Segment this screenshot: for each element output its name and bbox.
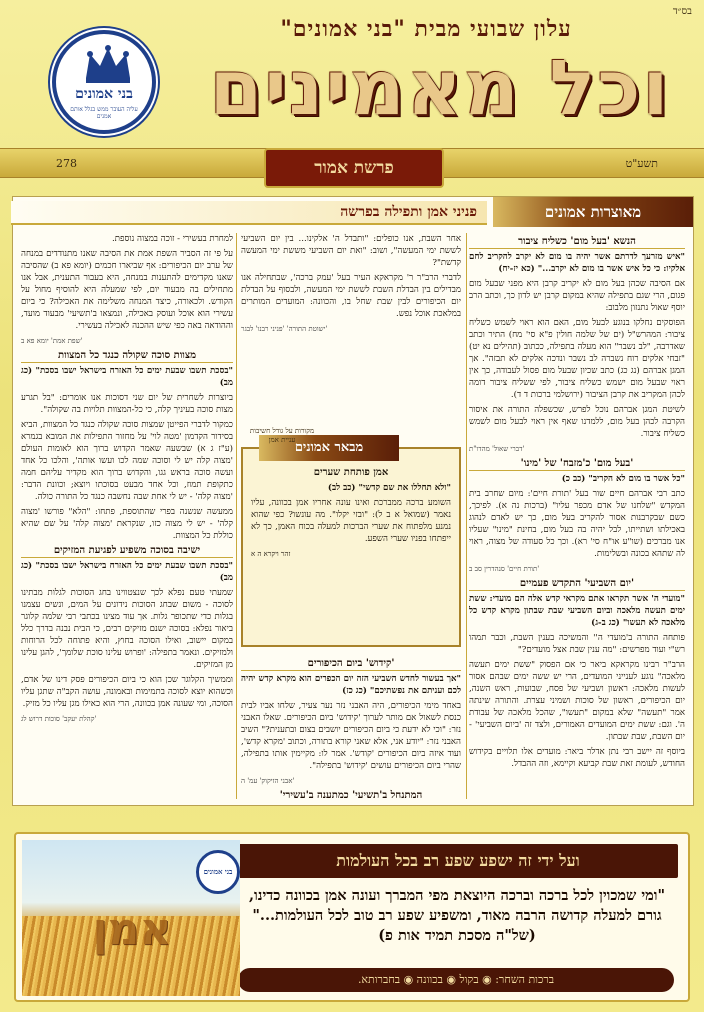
column-divider (466, 233, 467, 799)
verse-quote: "בסכת תשבו שבעת ימים כל האזרח בישראל ישבו בסכת" (כג מב) (21, 366, 233, 388)
logo-text: בני אמונים (75, 86, 133, 102)
source-citation: 'קהלת יעקב' סוכות דרוש לג (21, 715, 97, 723)
article-paragraph: ביוסף זה יישב רבי נתן אדלר ביאר: מועדים אלו תלויים בקידוש החודש, לעומת זאת שבת קביעא וקיימא, וזה ההבדל. (469, 747, 685, 769)
section-banner: מאוצרות אמונים (493, 197, 693, 227)
box-paragraph: השומע ברכה ממברכת ואינו עונה אחריו אמן בכוונה, עליו נאמר (שמואל א ב ל): "ובזי יקלו". מה עונשו? כפי שהוא נמנע מלפתוח את שערי הברכות למעלה בכוח האמן, כך לא ייפתחו בפניו שערי השפע. (251, 498, 451, 544)
article-paragraph: הרב"ר רבינו מקראקא ביאר כי אם הפסוק "ששת ימים תעשה מלאכה" נוגע לענייני המועדים, הרי יש ששה ימים שבהם אסור לעשות מלאכה: ראשון ושביעי של פסח, שבועות, ראש השנה, יום הכיפורים, ראשון של סוכות ושמיני עצרת. והתורה שינתה אמר "תעשה" שלא במקום "תעשו", שהכל מלאכה של עבודת ה'. וגם: ששת ימים המועדים האמורים, ולצד זה 'ביום השביעי' - יום השבת, שבת שבתון. (469, 660, 685, 742)
article-paragraph: כתב רבי אברהם חיים שור בעל 'תורת חיים': מיום שחרב בית המקדש "שלחנו של אדם מכפר עליו" (ברכות נה א). לפיכך, כשם שבקרבנות אסור להקריב בעל מום, כך יש לאדם לנהוג באכילתו ושתייתו, לבל יהיה בה בעל מום, בחינת "מינו" שעליו אנו מברכים (שו"ע או"ח סי' רא). וכך כל סעודה של מצוה, ראוי לה שתהא בכונה ובשלימות. (469, 489, 685, 559)
ad-logo (196, 850, 240, 894)
article-paragraph: ממעשה שנשנה בפרי שהתוספת, פתחו: "הלא" פורשו 'מצוה קלה' - יש לי מצוה כזו, שנקראת 'מצוה קלה' על שם שהיא כוללת כל המצוות. (21, 507, 233, 541)
ad-image-word: אמן (92, 904, 172, 955)
mevaer-emunim-box (241, 427, 461, 647)
article-paragraph: אחר השבת, אנו כופלים: "ותבדל ה' אלקינו... בין יום השביעי לששת ימי המעשה", ושוב: "ואת יום השביעי מששת ימי המעשה קדשת"? (241, 234, 461, 268)
article-paragraph: וממשיך הקלוגר שכן הוא כי ביום הכיפורים פסק דינו של אדם, וכשהוא יוצא לסוכה בתמימות ובאמונה, עושה הקב"ה שתגן עליו הסוכה, ומי שעונה אמן בכוונה, הרי הוא כאילו מגן עליו כל מזיק. (21, 675, 233, 709)
masthead (0, 0, 704, 160)
parsha-title: פרשת אמור (264, 148, 444, 188)
masthead-title: וכל מאמינים (209, 43, 671, 132)
article-paragraph: ביוצרות לשחרית של יום שני דסוכות אנו אומרים: "בל תגרע מצות סוכה בעיניך קלה, כי כל-המצוות תלויות בה שקולה". (21, 393, 233, 415)
column-divider (236, 233, 237, 799)
main-content (12, 196, 694, 806)
box-body (251, 467, 451, 560)
article-heading: מצוות סוכה שקולה כנגד כל המצוות (21, 350, 233, 363)
box-title: אמן פותחת שערים (313, 467, 389, 478)
issue-year: תשע"ט (625, 157, 658, 170)
article-heading: המתנחל ב'תשיעי' כמתענה ב'עשירי' (241, 790, 461, 801)
source-citation: 'ישוטת התורה' 'פניני רבנו' לבגר (241, 325, 328, 333)
article-paragraph: פותחה התורה ב'מועדי ה'' והמשיכה בענין השבת, וכבר תמהו רש"י ועוד מפרשים: "מה ענין שבת אצל מועדים?" (469, 633, 685, 655)
article-heading: 'קידוש' ביום הכיפורים (241, 658, 461, 671)
issue-number: 278 (56, 157, 77, 170)
verse-quote: "אך בעשור לחדש השביעי הזה יום הכפרים הוא מקרא קדש יהיה לכם ועניתם את נפשתיכם" (כג כז) (241, 674, 461, 696)
logo-small-text: עליה העובר ממש בגלל אותם אמנים (70, 106, 138, 120)
article-paragraph: אם הסיבה שכהן בעל מום לא יקריב קרבן היא מפני שבעל מום פגום, הרי שגם בתפילה שהיא במקום קרבן יש לדון כך, וכתב הרב יוסף שאול נתנזון מלבוב: (469, 279, 685, 313)
bsd-mark: בס״ד (672, 6, 692, 17)
ad-footer: ברכות השחר: ◉ בקול ◉ בכוונה ◉ בחברותא. (238, 968, 674, 992)
verse-quote: "מועדי ה' אשר תקראו אתם מקראי קדש אלה הם מועדי: ששת ימים תעשה מלאכה וביום השביעי שבת שבתון מקרא קדש כל מלאכה לא תעשו" (כג ב-ג) (469, 594, 685, 628)
source-citation: 'דברי שאול' מהדו"ת (469, 445, 525, 453)
article-paragraph: שמעתי טעם נפלא לכך שנצטווינו בחג הסוכות לגלות מבתינו לסוכה - משום שבחג הסוכות נידונים על המים, ונשים עצמנו בגלות כדי שתכופר גלות. אך עוד מצינו בכתבי רבי שלמה קלוגר ביאור נפלא: בסוכה ישנם מזיקים רבים, כי הבית נבנה בדרך כלל במקום יישוב, ואילו הסוכה בחוץ, והיא פתוחה לכל הרוחות ולמזיקים. ונאמר בתפילה: 'ופרוש עלינו סוכת שלומך', להגן עלינו מן המזיקים. (21, 588, 233, 670)
article-heading: הנשא 'בעל מום' כשליח ציבור (469, 236, 685, 249)
article-paragraph: למחרת בעשירי - זוכה במצוה נוספת. (111, 234, 233, 244)
source-citation: 'שפת אמת' יומא פא ב (21, 337, 83, 345)
column-middle-top (241, 233, 461, 338)
box-verse: "ולא תחללו את שם קדשי" (כב לב) (327, 483, 451, 493)
article-paragraph: הפוסקים נחלקו בנוגע לבעל מום, האם הוא ראוי לשמש כשליח ציבור: המהרש"ל (ים של שלמה חולין פ"א סי' מח) התיר וכתב שאדרבה, "לב נשבר" הוא מעלה בתפילה, ככתוב (תהילים נא יט) "זבחי אלקים רוח נשברה לב נשבר ונדכה אלקים לא תבזה". אך המגן אברהם (נג כג) כתב שכיון שבעל מום פסול לעבודה, כך אין ראוי שבעל מום ישמש כשליח ציבור, לפי ששליח ציבור דומה לכהן המקריב את קרבן הציבור (ירושלמי ברכות ד ד). (469, 318, 685, 400)
verse-quote: "איש מזרעך לדרתם אשר יהיה בו מום לא יקרב להקריב לחם אלקיו: כי כל איש אשר בו מום לא יקרב..." (כא יז-יח) (469, 252, 685, 274)
article-paragraph: לדברי הרב"ר ר' מקראקא העיר בעל 'עמק ברכה', שבתחילה אנו מבדילים בין הבדלת השבת לששת ימי המעשה, ולבסוף על הבדלת יום הכיפורים לבין שבת שחל בו, והכוונה: המועדים המותרים במלאכת אוכל נפש. (241, 273, 461, 319)
column-left (21, 233, 233, 728)
box-source: זהר ויקרא ה א (251, 550, 291, 558)
column-right (469, 233, 685, 773)
box-side-note: מקורות על גודל חשיבות עניית אמן (249, 427, 315, 444)
ad-logo-text: בני אמונים (203, 867, 233, 876)
box-heading: מבאר אמונים (259, 435, 399, 461)
article-heading: ישיבה בסוכה משפיע לפגיעת המזיקים (21, 545, 233, 558)
verse-quote: "בסכת תשבו שבעת ימים כל האזרח בישראל ישבו בסכת" (כג מב) (21, 561, 233, 583)
article-heading: 'בעל מום' כ'מזבח' של 'מינו' (469, 458, 685, 471)
article-paragraph: כמקור לדברי הפייטן שמצות סוכה שקולה כנגד כל המצוות, הביא בסידור הקדמון 'מטה לוי' על מחזור התפילות את המובא בגמרא (ע"ז ג א) שבשעה שאמר הקדוש ברוך הוא לאומות העולם 'מצוה קלה יש לי וסוכה שמה לכו ועשו אותה', והלכו כל אחד ועשה סוכה בראש גגו, והקדוש ברוך הוא מקדיר עליהם חמה כתקופת תמוז, וכל אחד מבעט בסוכתו ויוצא; וכוונת הדבר: 'מצוה קלה' - יש לי אחת שבה נחשבה כנגד כל התורה כולה. (21, 420, 233, 502)
section-subtitle: פניני אמן ותפילה בפרשה (11, 201, 487, 225)
bnei-emunim-logo (52, 30, 156, 134)
crown-icon (82, 44, 134, 84)
ad-quote: "ומי שמכוין לכל ברכה וברכה היוצאת מפי המברך ועונה אמן בכוונה כדינו, גורם למעלה קדושה הרבה מאוד, ומשפיע שפע רב טוב לכל העולמות..." (של"ה מסכת תמיד אות פ) (248, 887, 665, 944)
article-heading: 'יום השביעי' התקדש פעמיים (469, 578, 685, 591)
article-paragraph: על פי זה הסביר השפת אמת את הסיבה שאנו מתנודדים במנחה של ערב יום הכיפורים: אף שביארו חכמים (יומא פא ב) שהסיבה שאנו מקדימים להתענות במנחה, היא בעבור התענית, אבל אנו מתחילים בה מבעוד יום, לפי שמעלה היא להוסיף מחול על הקודש. ולכאורה, כיצד המנחה משלימה את האכילה? כי ביום עשירי הוא אוכל ועוסק באכילה, ונמצאו ב'תשיעי' מבעוד מועד, וההודאה באה כפי שיש ההכנה לאכילה בעשירי. (21, 249, 233, 331)
source-citation: 'תורת חיים' סנהדרין סב ב (469, 565, 540, 573)
source-citation: 'אבני הזיקוק' עמ' ה (241, 777, 295, 785)
ad-title: ועל ידי זה ישפע שפע רב בכל העולמות (238, 844, 678, 878)
verse-quote: "כל אשר בו מום לא הקריב" (כב כ) (561, 474, 685, 484)
amen-advertisement (14, 832, 690, 1002)
column-middle-bottom (241, 655, 461, 801)
wheat-field-image (22, 840, 240, 996)
masthead-subtitle: עלון שבועי מבית "בני אמונים" (280, 16, 572, 42)
article-paragraph: באחד מימי הכיפורים, היה האבני נזר נער צעיר, שלחו אביו לבית כנסת לשאול אם מותר לערוך 'קידוש' ביום הכיפורים. שאלו האבני נזר: "וכי לא ידעת כי ביום הכיפורים יושבים בצום ובתענית?" השיב האבני נזר: "יודע אני, אלא שאני קורא בתורה, וכתוב 'מקרא קדש', ועוד איזה ביום הכיפורים 'קודש'. אמר לו: מקיימין אותו בתפילה, שהרי ביום הכיפורים עושים 'קידוש' בתפילה". (241, 701, 461, 771)
article-paragraph: לשיטת המגן אברהם נוכל לפרש, שכשפלה התורה את איסור הקרבה לכהן בעל מום, ללמדנו שאף אין ראוי לבעל מום לשמש כשליח ציבור. (469, 405, 685, 439)
